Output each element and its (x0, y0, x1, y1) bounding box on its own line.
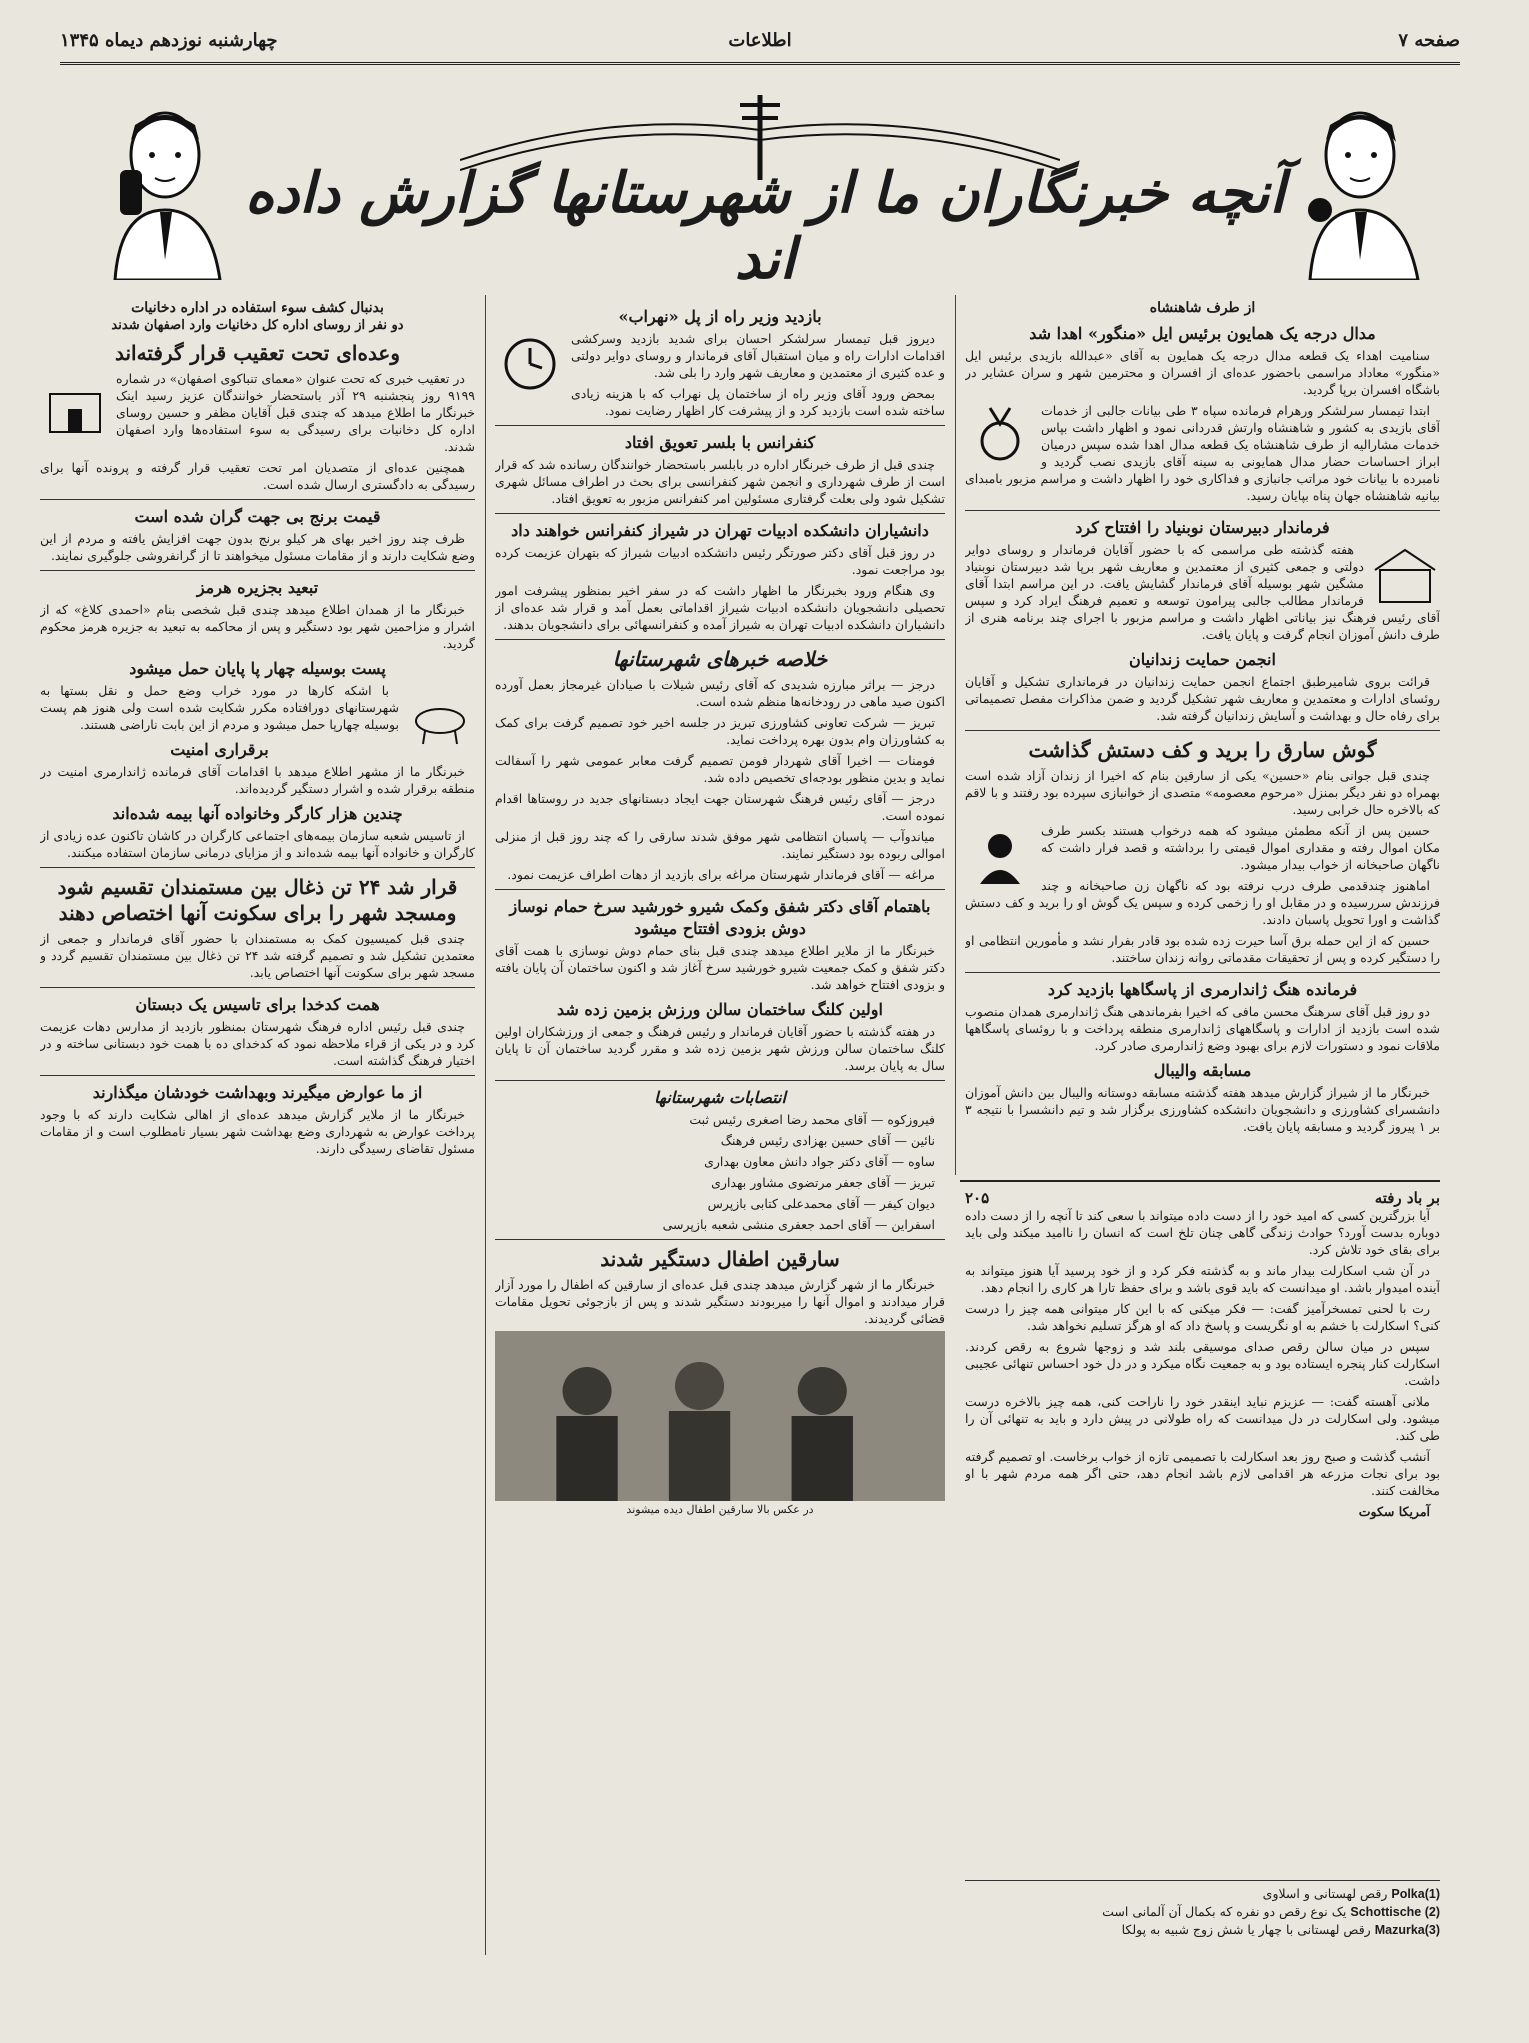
divider (965, 730, 1440, 731)
suspects-photo-image (495, 1331, 945, 1501)
divider (495, 1080, 945, 1081)
news-brief: مراغه — آقای فرماندار شهرستان مراغه برای بازدید از دهات اطراف عزیمت نمود. (507, 867, 935, 882)
divider (495, 889, 945, 890)
serial-paragraph: در آن شب اسکارلت بیدار ماند و به گذشته فکر کرد و از خود پرسید آیا هنوز میتواند به آینده امیدوار باشد. او میدانست که باید قوی باشد و برای حفظ تارا هر کاری را انجام دهد. (965, 1263, 1440, 1295)
article-title: اولین کلنگ ساختمان سالن ورزش بزمین زده شد (557, 1000, 883, 1019)
man-with-microphone-illustration (1300, 100, 1430, 280)
news-brief: فومنات — اخیرا آقای شهردار فومن تصمیم گرفت معابر عمومی شهر را آسفالت نماید و بدین منظور بودجه‌ای تخصیص داده شد. (495, 753, 945, 785)
article-paragraph: وی هنگام ورود بخبرنگار ما اظهار داشت که در سفر اخیر بمنظور پیشرفت امور تحصیلی دانشجویان دانشکده ادبیات شیراز اقداماتی بعمل آمد و قرار شد عده‌ای از دانشیاران دانشکده ادبیات تهران به شیراز آمده و کنفرانسهائی برای دانشجویان بدهند. (495, 583, 945, 632)
footnote-text: رقص لهستانی و اسلاوی (1262, 1886, 1388, 1901)
article-title: کنفرانس با بلسر تعویق افتاد (624, 433, 816, 452)
appointment-item: تبریز — آقای جعفر مرتضوی مشاور بهداری (711, 1175, 935, 1190)
article-paragraph: دو روز قبل آقای سرهنگ محسن مافی که اخیرا بفرماندهی هنگ ژاندارمری همدان منصوب شده است بازدید از ادارات و پاسگاههای ژاندارمری منطقه پرداخت و با روئسای پاسگاهها ملاقات نمود و دستورات لازم برای بهبود وضع ژاندارمری صادر کرد. (965, 1004, 1440, 1053)
article-paragraph: از تاسیس شعبه سازمان بیمه‌های اجتماعی کارگران در کاشان تاکنون عده زیادی از کارگران و خانواده آنها بیمه شده‌اند و از مزایای درمانی سازمان استفاده میکنند. (40, 828, 475, 860)
article-title: فرماندار دبیرستان نوبنیاد را افتتاح کرد (1075, 518, 1330, 537)
article-paragraph: خبرنگار ما از شیراز گزارش میدهد هفته گذشته مسابقه دوستانه والیبال بین دانش آموزان دانشسرای کشاورزی و دانشجویان دانشکده کشاورزی برگزار شد و تیم دانشسرا با نتیجه ۳ بر ۱ پیروز گردید و مسابقه پایان یافت. (965, 1085, 1440, 1134)
newspaper-name: اطلاعات (728, 30, 792, 51)
article-paragraph: اماهنوز چندقدمی طرف درب نرفته بود که ناگهان زن صاحبخانه و چند فرزندش سررسیده و در مقابل او را زخمی کرده و سپس یک گوش او را برید و کف دستش گذاشت و اورا تحویل پاسبان دادند. (965, 878, 1440, 927)
article-paragraph: قرائت بروی شامیرطبق اجتماع انجمن حمایت زندانیان در فرمانداری تشکیل و آقایان روئسای ادارات و معتمدین و معاریف شهر تشکیل گردید و ضمن مذاکرات مفصل تصمیماتی برای رفاه حال و بهداشت و آسایش زندانیان گرفته شد. (965, 674, 1440, 723)
serial-paragraph: رت با لحنی تمسخرآمیز گفت: — فکر میکنی که با این کار میتوانی همه چیز را درست کنی؟ اسکارلت با خشم به او نگریست و پاسخ داد که او هرگز تسلیم نخواهد شد. (965, 1301, 1440, 1333)
divider (40, 867, 475, 868)
serial-label: بر باد رفته (1374, 1190, 1440, 1207)
article-paragraph: سنامیت اهداء یک قطعه مدال درجه یک همایون به آقای «عبدالله بازیدی برئیس ایل «منگور» معاداد مراسمی باحضور عده‌ای از افسران و محترمین شهر و سران عشایر در باشگاه افسران برپا گردید. (965, 348, 1440, 397)
article-paragraph: بمحض ورود آقای وزیر راه از ساختمان پل نهراب که با هزینه زیادی ساخته شده است بازدید کرد و از پیشرفت کار اظهار رضایت نمود. (571, 386, 945, 418)
article-kicker: از طرف شاهنشاه (1149, 300, 1256, 316)
article-title: گوش سارق را برید و کف دستش گذاشت (1028, 738, 1377, 762)
serial-box-border (960, 1180, 1440, 1182)
article-title: مدال درجه یک همایون برئیس ایل «منگور» اهدا شد (1029, 324, 1376, 343)
article-title: مسابقه والیبال (1153, 1061, 1252, 1080)
article-paragraph: ابتدا تیمسار سرلشکر ورهرام فرمانده سپاه ۳ طی بیانات جالبی از خدمات آقای بازیدی به کشور و شاهنشاه وارتش قدردانی نمود و اظهار داشت بپاس خدمات مشارالیه از طرف شاهنشاه یک قطعه مدال اهدا شده سپس درمیان ابراز احساسات حضار مدال همایونی به سینه آقای بازیدی نصب گردید و نامبرده با بیانات خود مراتب جانبازی و فداکاری خود را اظهار داشت و مراسم مزبور بامبدای بیانیه شاهنشاه جهان پناه بپایان رسید. (965, 403, 1440, 503)
divider (40, 987, 475, 988)
divider (40, 499, 475, 500)
page-header (60, 22, 1460, 65)
left-column (40, 300, 475, 1950)
appointment-item: اسفراین — آقای احمد جعفری منشی شعبه بازپرسی (662, 1217, 935, 1232)
article-title: چندین هزار کارگر وخانواده آنها بیمه شده‌اند (112, 804, 403, 823)
serial-paragraph: آنشب گذشت و صبح روز بعد اسکارلت با تصمیمی تازه از خواب برخاست. او تصمیم گرفته بود برای نجات مزرعه هر اقدامی لازم باشد انجام دهد، حتی اگر همه مردم شهر با او مخالفت کنند. (965, 1449, 1440, 1498)
divider (495, 1239, 945, 1240)
article-title: قیمت برنج بی جهت گران شده است (134, 507, 381, 526)
school-building-illustration (1370, 545, 1440, 605)
divider (495, 513, 945, 514)
clock-illustration (495, 334, 565, 394)
divider (965, 972, 1440, 973)
article-paragraph: ظرف چند روز اخیر بهای هر کیلو برنج بدون جهت افزایش یافته و مردم از این وضع شکایت دارند و از مقامات مسئول میخواهند تا از گرانفروشی جلوگیری نمایند. (40, 531, 475, 563)
mule-post-illustration (405, 686, 475, 746)
man-on-phone-illustration (100, 100, 230, 280)
footnote-label: Mazurka(3) (1374, 1923, 1440, 1937)
article-paragraph: حسین پس از آنکه مطمئن میشود که همه درخواب هستند بکسر طرف مکان اموال رفته و مقداری اموال قیمتی را برداشته و قصد فرار داشت که ناگهان صاحبخانه از خواب بیدار میشود. (1041, 823, 1440, 872)
appointment-item: دیوان کیفر — آقای محمدعلی کتابی بازپرس (707, 1196, 935, 1211)
article-paragraph: هفته گذشته طی مراسمی که با حضور آقایان فرماندار و روسای دوایر دولتی و جمعی کثیری از معتمدین و معاریف شهر برپا شد دبیرستان نوبنیاد مشگین شهر بوسیله آقای فرماندار گشایش یافت. در این مراسم ابتدا آقای فرماندار مطالب جالبی پیرامون توسعه و تعمیم فرهنگ ایراد کرد و سپس آقای رئیس فرهنگ نیز بیاناتی اظهار داشت و مراسم مزبور با اجرای چند برنامه هنری از طرف دانش آموزان انجام گرفت و پایان یافت. (965, 542, 1440, 642)
article-paragraph: در روز قبل آقای دکتر صورتگر رئیس دانشکده ادبیات شیراز که بتهران عزیمت کرده بود مراجعت نمود. (495, 545, 945, 577)
section-banner (100, 80, 1430, 290)
article-paragraph: دیروز قبل تیمسار سرلشکر احسان برای شدید بازدید وسرکشی اقدامات ادارات راه و میان استقبال آقای فرماندار و روسای دوایر دولتی و عده کثیری از معتمدین و معاریف شهر وارد را بلی شد. (571, 331, 945, 380)
footnote-label: Polka(1) (1391, 1887, 1440, 1901)
article-paragraph: چندی قبل رئیس اداره فرهنگ شهرستان بمنظور بازدید از مدارس دهات عزیمت کرد و در یکی از قراء ملاحظه نمود که کدخدای ده با همت خود دبستانی ساخته و در اختیار فرهنگ گذاشته است. (40, 1019, 475, 1068)
thief-illustration (965, 826, 1035, 886)
column-divider (955, 295, 956, 1175)
article-title: وعده‌ای تحت تعقیب قرار گرفته‌اند (114, 341, 401, 365)
divider (40, 1075, 475, 1076)
appointments-banner: انتصابات شهرستانها (654, 1088, 786, 1107)
article-title: باهتمام آقای دکتر شفق وکمک شیرو خورشید سرخ حمام نوساز دوش بزودی افتتاح میشود (509, 897, 931, 938)
tobacco-building-illustration (40, 374, 110, 434)
footnotes (965, 1880, 1440, 1985)
article-paragraph: حسین که از این حمله برق آسا حیرت زده شده بود قادر بفرار نشد و مأمورین انتظامی او را دستگیر کرده و پس از تحقیقات مقدماتی روانه زندان ساختند. (965, 933, 1440, 965)
footnote-text: یک نوع رقص دو نفره که بکمال آن آلمانی است (1102, 1904, 1347, 1919)
footnote-text: رقص لهستانی با چهار یا شش زوج شبیه به پولکا (1121, 1922, 1371, 1937)
article-paragraph: چندی قبل کمیسیون کمک به مستمندان با حضور آقای فرماندار و جمعی از معتمدین تشکیل شد و تصمیم گرفته شد ۲۴ تن ذغال بین مستمندان تقسیم گردد و مسجد شهر برای سکونت آنها اختصاص یابد. (40, 931, 475, 980)
article-paragraph: خبرنگار ما از ملایر اطلاع میدهد چندی قبل بنای حمام دوش نوسازی با همت آقای دکتر شفق و کمک جمعیت شیرو خورشید سرخ آغاز شد و اکنون ساختمان آن پایان یافته و بزودی افتتاح خواهد شد. (495, 943, 945, 992)
divider (495, 639, 945, 640)
medal-illustration (965, 406, 1035, 466)
article-title: قرار شد ۲۴ تن ذغال بین مستمندان تقسیم شود ومسجد شهر را برای سکونت آنها اختصاص دهند (57, 875, 458, 925)
article-title: انجمن حمایت زندانیان (1129, 650, 1276, 669)
divider (965, 510, 1440, 511)
suspects-photo (495, 1331, 945, 1501)
serial-novel (965, 1190, 1440, 1870)
banner-title: آنچه خبرنگاران ما از شهرستانها گزارش داده اند (245, 160, 1285, 292)
article-title: بازدید وزیر راه از پل «نهراب» (618, 307, 822, 326)
right-column (965, 300, 1440, 1180)
article-title: فرمانده هنگ ژاندارمری از پاسگاهها بازدید کرد (1047, 980, 1358, 999)
article-paragraph: خبرنگار ما از ملایر گزارش میدهد عده‌ای از اهالی شکایت دارند که با وجود پرداخت عوارض به شهرداری وضع بهداشت شهر بسیار نامطلوب است و از مقامات مسئول تقاضای رسیدگی دارند. (40, 1107, 475, 1156)
article-paragraph: در هفته گذشته با حضور آقایان فرماندار و رئیس فرهنگ و جمعی از ورزشکاران اولین کلنگ ساختمان سالن ورزش شهر بزمین زده شد و مقرر گردید ساختمان آن تا پایان سال به پایان برسد. (495, 1024, 945, 1073)
issue-date: چهارشنبه نوزدهم دیماه ۱۳۴۵ (60, 30, 278, 51)
article-paragraph: خبرنگار ما از شهر گزارش میدهد چندی قبل عده‌ای از سارقین که اطفال را مورد آزار قرار میدادند و اموال آنها را میربودند دستگیر شدند و پس از بازجوئی تحویل مقامات قضائی گردیدند. (495, 1277, 945, 1326)
appointment-item: نائین — آقای حسین بهزادی رئیس فرهنگ (720, 1133, 935, 1148)
news-brief: میاندوآب — پاسبان انتظامی شهر موفق شدند سارقی را که چند روز قبل از منزلی اموالی ربوده بود دستگیر نمایند. (495, 829, 945, 861)
appointment-item: فیروزکوه — آقای محمد رضا اصغری رئیس ثبت (689, 1112, 935, 1127)
divider (40, 570, 475, 571)
serial-paragraph: آیا بزرگترین کسی که امید خود را از دست داده میتواند با سعی کند تا آنچه را از دست داده دوباره بدست آورد؟ حوادث زندگی گاهی چنان تلخ است که انسان را ناامید میکند ولی باید برای بقای خود تلاش کرد. (965, 1208, 1440, 1257)
news-brief: تبریز — شرکت تعاونی کشاورزی تبریز در جلسه اخیر خود تصمیم گرفت برای کمک به کشاورزان وام بدون بهره پرداخت نماید. (495, 715, 945, 747)
article-paragraph: چندی قبل از طرف خبرنگار اداره در بابلسر باستحضار خوانندگان رسانده شد که قرار است از طرف شهرداری و انجمن شهر کنفرانسی برای بحث در اطراف مسائل شهری تشکیل شود ولی بعلت گرفتاری مسئولین امر کنفرانس مزبور به تعویق افتاد. (495, 457, 945, 506)
article-title: همت کدخدا برای تاسیس یک دبستان (135, 995, 380, 1014)
column-divider (485, 295, 486, 1955)
article-paragraph: چندی قبل جوانی بنام «حسین» یکی از سارقین بنام که اخیرا از زندان آزاد شده است بهمراه دو نفر دیگر بمنزل «مرحوم معصومه» متصدی از خوانبازی سپرده بود رفتند و با لاقم که بالاخره حال خرابی رسید. (965, 768, 1440, 817)
article-title: از ما عوارض میگیرند وبهداشت خودشان میگذارند (92, 1083, 423, 1102)
article-title: پست بوسیله چهار پا پایان حمل میشود (129, 659, 386, 678)
article-paragraph: همچنین عده‌ای از متصدیان امر تحت تعقیب قرار گرفته و پرونده آنها برای رسیدگی به دادگستری ارسال شده است. (40, 460, 475, 492)
article-paragraph: در تعقیب خبری که تحت عنوان «معمای تنباکوی اصفهان» در شماره ۹۱۹۹ روز پنجشنبه ۲۹ آذر باستحضار خوانندگان عزیز رسید اینک خبرنگار ما اطلاع میدهد که چندی قبل آقایان مظفر و حسین روسای اداره کل دخانیات برای رسیدگی به سوء استفاده‌ها وارد اصفهان شدند. (116, 371, 475, 454)
appointment-item: ساوه — آقای دکتر جواد دانش معاون بهداری (704, 1154, 935, 1169)
news-brief: درجز — آقای رئیس فرهنگ شهرستان جهت ایجاد دبستانهای جدید در روستاها اقدام نموده است. (495, 791, 945, 823)
article-title: تبعید بجزیره هرمز (196, 578, 319, 597)
footnote-label: Schottische (2) (1350, 1905, 1440, 1919)
page-number: صفحه ۷ (1398, 30, 1460, 51)
serial-number: ۲۰۵ (965, 1190, 990, 1207)
article-title: دانشیاران دانشکده ادبیات تهران در شیراز کنفرانس خواهند داد (511, 521, 929, 540)
article-paragraph: با اشکه کارها در مورد خراب وضع حمل و نقل بستها به شهرستانهای دورافتاده مکرر شکایت شده است ولی هنوز هم پست بوسیله چهارپا حمل میشود و مردم از این بابت ناراضی هستند. (40, 683, 399, 732)
serial-paragraph: سپس در میان سالن رقص صدای موسیقی بلند شد و زوجها شروع به رقص کردند. اسکارلت کنار پنجره ایستاده بود و به جمعیت نگاه میکرد و در دل خود احساس تنهائی عجیبی داشت. (965, 1339, 1440, 1388)
serial-continued: آمریکا سکوت (1358, 1504, 1430, 1519)
article-paragraph: خبرنگار ما از همدان اطلاع میدهد چندی قبل شخصی بنام «احمدی کلاغ» که از اشرار و مزاحمین شهر بود دستگیر و پس از محاکمه به تبعید به جزیره هرمز محکوم گردید. (40, 602, 475, 651)
article-paragraph: خبرنگار ما از مشهر اطلاع میدهد با اقدامات آقای فرمانده ژاندارمری امنیت در منطقه برقرار شده و اشرار دستگیر گردیده‌اند. (40, 764, 475, 796)
center-column (495, 300, 945, 1950)
article-title: برقراری امنیت (170, 740, 269, 759)
serial-paragraph: ملانی آهسته گفت: — عزیزم نباید اینقدر خود را ناراحت کنی، همه چیز بالاخره درست میشود. ولی اسکارلت در دل میدانست که راه طولانی در پیش دارد و باید به تنهائی آن را طی کند. (965, 1394, 1440, 1443)
divider (495, 425, 945, 426)
article-kicker: بدنبال کشف سوء استفاده در اداره دخانیات (131, 300, 384, 316)
article-subtitle: دو نفر از روسای اداره کل دخانیات وارد اصفهان شدند (111, 318, 404, 333)
photo-caption: در عکس بالا سارقین اطفال دیده میشوند (626, 1503, 814, 1516)
article-title: خلاصه خبرهای شهرستانها (612, 647, 828, 671)
news-brief: درجز — براثر مبارزه شدیدی که آقای رئیس شیلات با صیادان غیرمجاز بعمل آورده اکنون صید ماهی در رودخانه‌ها منظم شده است. (495, 677, 945, 709)
article-title: سارقین اطفال دستگیر شدند (600, 1247, 840, 1271)
